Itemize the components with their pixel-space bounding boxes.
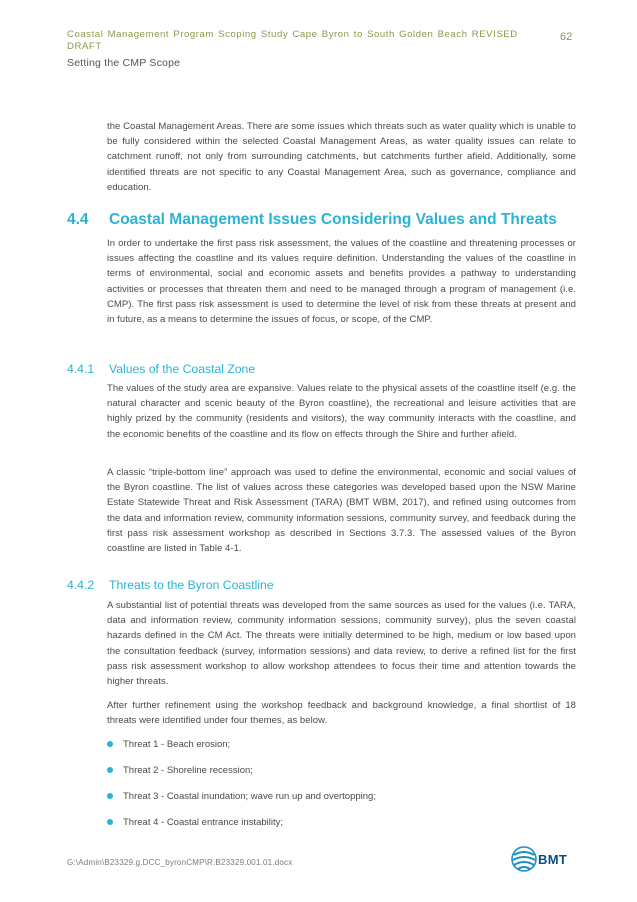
list-item [107,737,576,763]
list-item [107,763,576,789]
heading-4-4-1-number: 4.4.1 [67,362,95,376]
heading-4-4-1 [67,362,255,376]
list-item [107,815,576,841]
heading-4-4-2-number: 4.4.2 [67,578,95,592]
list-item [107,789,576,815]
list-item-text: Threat 4 - Coastal entrance instability; [123,817,283,828]
threat-list [107,737,576,841]
heading-4-4-2-title: Threats to the Byron Coastline [109,578,274,592]
heading-4-4-1-title: Values of the Coastal Zone [109,362,256,376]
threats-paragraph-2: After further refinement using the workshop feedback and background knowledge, a final shortlist of 18 threats were identified under four themes, as below. [107,700,576,727]
list-item-text: Threat 2 - Shoreline recession; [123,765,253,776]
list-item-text: Threat 3 - Coastal inundation; wave run up and overtopping; [123,791,376,802]
bullet-icon [107,741,113,747]
heading-4-4 [67,211,607,229]
threats-paragraph-1: A substantial list of potential threats was developed from the same sources as used for the values (i.e. TARA, data and information review, community information sessions, community survey), plus the seven coastal hazards defined in the CM Act. The threats were initially determined to be high, medium or low based upon the consultation feedback (survey, information sessions) and data review, to derive a refined list for the first pass risk assessment workshop to allow workshop attendees to focus their time and attention towards the higher threats. [107,600,576,688]
heading-4-4-number: 4.4 [67,211,89,228]
page-number: 62 [560,31,573,43]
values-paragraph-2: A classic “triple-bottom line” approach was used to define the environmental, economic and social values of the Byron coastline. The list of values across these categories was developed based upon the NSW Marine Estate Statewide Threat and Risk Assessment (TARA) (BMT WBM, 2017), and refined using outcomes from the data and information review, community information sessions, community survey, and feedback during the first pass risk assessment workshop as described in Sections 3.7.3. The assessed values of the Byron coastline are listed in Table 4-1. [107,467,576,555]
heading-4-4-title: Coastal Management Issues Considering Values and Threats [109,211,557,228]
intro-paragraph: the Coastal Management Areas. There are some issues which threats such as water quality which is unable to be fully considered within the selected Coastal Management Areas, as water quality issues can relate to catchment runoff, not only from surrounding catchments, but catchments further afield. Additionally, some identified threats are not specific to any Coastal Management Area, such as governance, compliance and education. [107,121,576,193]
bullet-icon [107,767,113,773]
section-label: Setting the CMP Scope [67,57,181,69]
values-paragraph-1: The values of the study area are expansive. Values relate to the physical assets of the coastline itself (e.g. the natural character and scenic beauty of the Byron coastline), the recreational and leisure activities that are highly prized by the community (residents and visitors), the way community interacts with the coastline, and the economic benefits of the coastline and its flow on effects through the Shire and further afield. [107,383,576,440]
list-item-text: Threat 1 - Beach erosion; [123,739,231,750]
logo-text: BMT [538,852,568,867]
header-title: Coastal Management Program Scoping Study Cape Byron to South Golden Beach REVISED DRAFT [67,29,518,52]
bullet-icon [107,819,113,825]
footer-file-path: G:\Admin\B23329.g.DCC_byronCMP\R.B23329.001.01.docx [67,858,293,867]
section-4-4-paragraph: In order to undertake the first pass risk assessment, the values of the coastline and threatening processes or issues affecting the coastline and its values require definition. Understanding the values of the coastline in terms of environmental, social and economic assets and benefits provides a pathway to understanding activities or processes that threaten them and need to be managed through a program of management (i.e. CMP). The first pass risk assessment is used to determine the level of risk from these threats at present and in future, as a means to determine the issues of focus, or scope, of the CMP. [107,238,576,326]
bullet-icon [107,793,113,799]
heading-4-4-2 [67,578,274,592]
